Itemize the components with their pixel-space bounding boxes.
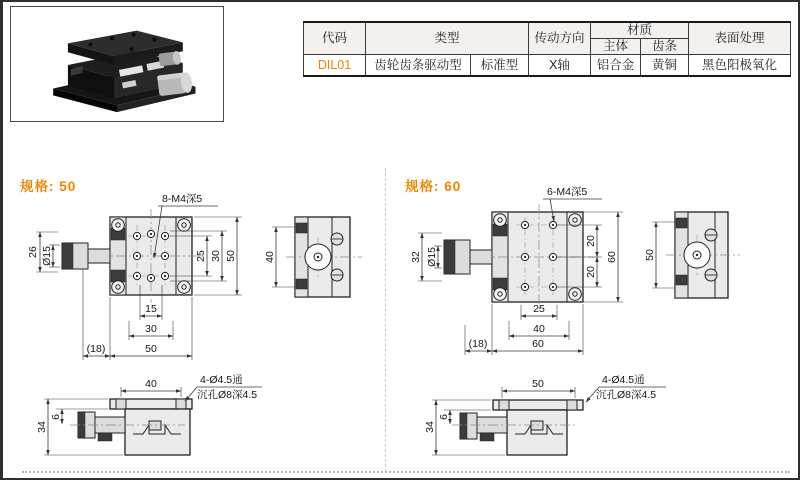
spec50-drawing <box>0 165 390 475</box>
spec60-hole-callout-1: 4-Ø4.5通 <box>602 374 645 386</box>
spec60-dim-knob-len: 32 <box>410 251 422 263</box>
spec60-dim-base-hole-span: 50 <box>532 378 544 390</box>
spec50-thread-callout: 8-M4深5 <box>162 193 203 205</box>
spec50-dim-overhang: (18) <box>86 343 106 355</box>
cell-code: DIL01 <box>304 55 366 77</box>
table-row <box>304 55 791 77</box>
spec50-dim-pitch-v2: 30 <box>210 250 222 262</box>
spec50-hole-callout-2: 沉孔Ø8深4.5 <box>197 389 258 401</box>
product-photo <box>12 8 222 118</box>
spec50-front-view <box>70 399 192 455</box>
spec50-side-view <box>286 217 362 297</box>
cell-type-main: 齿轮齿条驱动型 <box>366 55 471 77</box>
cell-type-sub: 标准型 <box>471 55 529 77</box>
spec60-dim-base-height: 34 <box>424 421 436 433</box>
spec50-dim-pitch-h1: 15 <box>145 303 157 315</box>
spec50-dim-pitch-v1: 25 <box>195 250 207 262</box>
spec60-dim-pitch-v2: 20 <box>585 266 597 278</box>
spec50-dim-base-height: 34 <box>36 421 48 433</box>
spec60-hole-callout-2: 沉孔Ø8深4.5 <box>596 389 657 401</box>
header-material: 材质 <box>591 22 689 39</box>
spec60-label: 规格: 60 <box>405 179 462 194</box>
spec60-dim-pitch-v1: 20 <box>585 235 597 247</box>
header-material-body: 主体 <box>591 39 641 55</box>
header-material-rack: 齿条 <box>641 39 689 55</box>
header-direction: 传动方向 <box>529 22 591 55</box>
spec60-dim-pitch-h2: 40 <box>533 323 545 335</box>
cell-material-rack: 黄铜 <box>641 55 689 77</box>
spec60-thread-callout: 6-M4深5 <box>547 186 588 198</box>
spec60-dim-overhang: (18) <box>468 338 488 350</box>
spec50-label: 规格: 50 <box>20 179 77 194</box>
spec50-dim-side-height: 40 <box>264 251 276 263</box>
spec50-dim-width: 50 <box>145 343 157 355</box>
main-knob <box>157 72 193 97</box>
spec50-hole-callout-1: 4-Ø4.5通 <box>200 374 243 386</box>
spec60-side-view <box>666 212 740 298</box>
cell-material-body: 铝合金 <box>591 55 641 77</box>
spec60-dim-height: 60 <box>606 251 618 263</box>
header-surface: 表面处理 <box>689 22 791 55</box>
cell-direction: X轴 <box>529 55 591 77</box>
spec60-dim-axis-offset: 6 <box>438 414 450 420</box>
spec50-dim-axis-offset: 6 <box>50 414 62 420</box>
spec50-dim-shaft-dia: Ø15 <box>41 246 53 266</box>
spec50-dim-base-hole-span: 40 <box>145 378 157 390</box>
header-type: 类型 <box>366 22 529 55</box>
cell-surface: 黑色阳极氧化 <box>689 55 791 77</box>
spec50-dim-pitch-h2: 30 <box>145 323 157 335</box>
spec50-dim-height: 50 <box>225 250 237 262</box>
spec60-drawing <box>390 165 795 475</box>
spec60-front-view <box>452 400 583 455</box>
product-photo-box <box>10 6 224 122</box>
header-code: 代码 <box>304 22 366 55</box>
spec50-dim-knob-len: 26 <box>27 246 39 258</box>
spec60-dim-side-height: 50 <box>644 249 656 261</box>
spec60-dim-shaft-dia: Ø15 <box>426 247 438 267</box>
spec-table <box>303 21 791 77</box>
spec50-top-view <box>62 209 204 303</box>
spec60-dim-width: 60 <box>532 338 544 350</box>
spec60-dim-pitch-h1: 25 <box>533 303 545 315</box>
